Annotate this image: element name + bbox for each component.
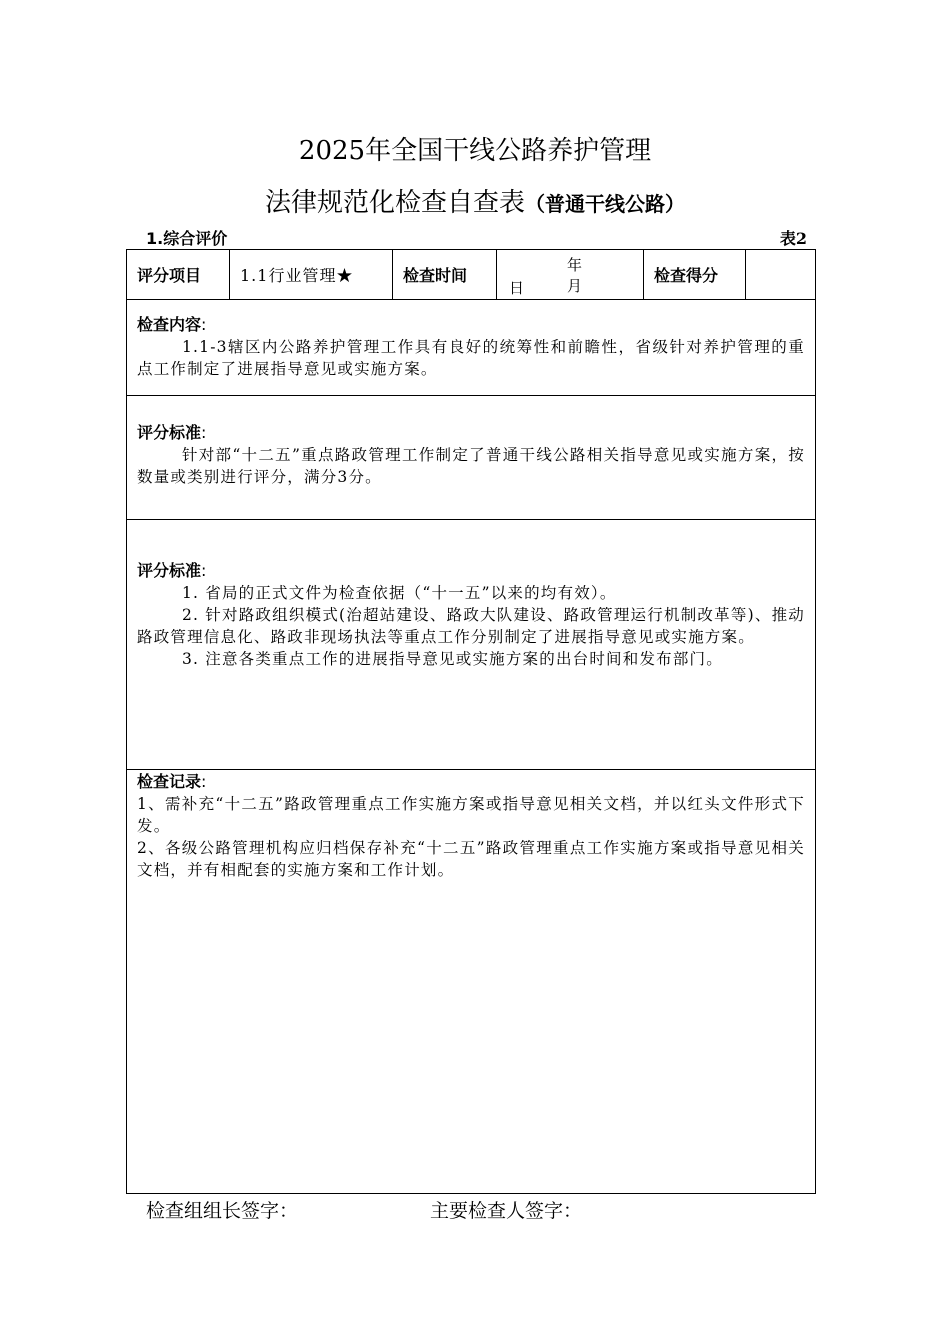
standard-section-2 [127, 520, 815, 770]
item-label: 评分项目 [127, 250, 230, 299]
standard-section-1 [127, 396, 815, 520]
record-item: 2、各级公路管理机构应归档保存补充“十二五”路政管理重点工作实施方案或指导意见相关文档，并有相配套的实施方案和工作计划。 [137, 839, 805, 879]
page-subtitle [0, 182, 950, 219]
header-row [127, 250, 815, 300]
score-label: 检查得分 [644, 250, 746, 299]
record-section[interactable] [127, 770, 815, 1193]
date-day: 日 [509, 279, 525, 297]
record-heading: 检查记录: [137, 772, 207, 791]
standard-item: 3. 注意各类重点工作的进展指导意见或实施方案的出台时间和发布部门。 [181, 650, 723, 668]
date-year-month [567, 254, 643, 296]
item-value: 1.1行业管理★ [230, 250, 393, 299]
subtitle-main: 法律规范化检查自查表 [264, 188, 525, 218]
inspector-signature-label: 主要检查人签字： [430, 1200, 583, 1222]
leader-signature-label: 检查组组长签字： [146, 1200, 299, 1222]
standard-heading-2: 评分标准: [137, 561, 207, 580]
subtitle-qualifier: （普通干线公路） [525, 192, 685, 216]
checklist-table [126, 249, 816, 1194]
date-field[interactable] [497, 250, 644, 299]
standard-heading-1: 评分标准: [137, 423, 207, 442]
record-item: 1、需补充“十二五”路政管理重点工作实施方案或指导意见相关文档，并以红头文件形式下发。 [137, 795, 805, 835]
time-label: 检查时间 [393, 250, 497, 299]
date-year: 年 [567, 256, 583, 274]
content-text: 1.1-3辖区内公路养护管理工作具有良好的统筹性和前瞻性，省级针对养护管理的重点工作制定了进展指导意见或实施方案。 [137, 338, 805, 378]
content-heading: 检查内容: [137, 315, 207, 334]
page-title: 2025年全国干线公路养护管理 [298, 136, 652, 166]
content-section [127, 300, 815, 396]
standard-item: 2. 针对路政组织模式(治超站建设、路政大队建设、路政管理运行机制改革等)、推动路政管理信息化、路政非现场执法等重点工作分别制定了进展指导意见或实施方案。 [137, 606, 805, 646]
table-number: 表2 [779, 229, 807, 248]
score-field[interactable] [746, 250, 815, 299]
section-label: 1.综合评价 [146, 229, 228, 248]
standard-text-1: 针对部“十二五”重点路政管理工作制定了普通干线公路相关指导意见或实施方案，按数量或类别进行评分，满分3分。 [137, 446, 805, 486]
date-month: 月 [567, 277, 583, 295]
standard-item: 1. 省局的正式文件为检查依据（“十一五”以来的均有效）。 [181, 584, 617, 602]
